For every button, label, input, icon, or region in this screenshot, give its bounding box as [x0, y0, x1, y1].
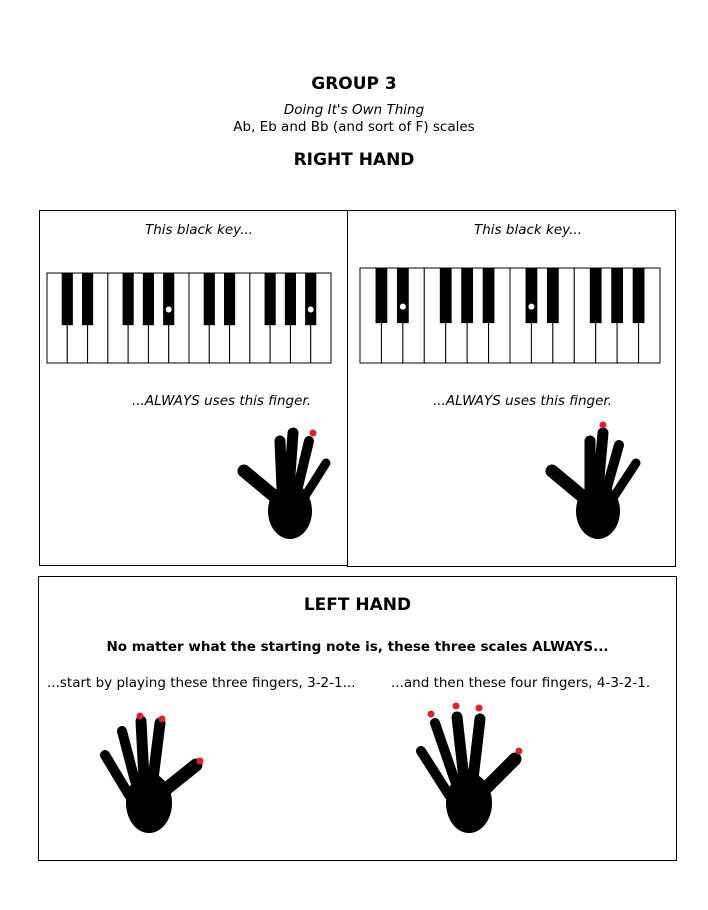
group-title: GROUP 3	[311, 74, 397, 94]
scales-list: Ab, Eb and Bb (and sort of F) scales	[233, 119, 475, 135]
hand-silhouette	[421, 717, 515, 833]
black-key	[224, 273, 235, 325]
piano-keyboard-2	[360, 268, 660, 363]
marked-finger-dot	[197, 758, 204, 765]
black-key-marker	[308, 307, 314, 313]
marked-finger-dot	[428, 711, 435, 718]
black-key	[440, 268, 452, 323]
right-hand-icon-1	[236, 429, 336, 549]
marked-finger-dot	[600, 422, 607, 429]
left-hand-caption-1: ...start by playing these three fingers, 3-2-1...	[47, 675, 356, 691]
black-key	[633, 268, 645, 323]
right-hand-heading: RIGHT HAND	[293, 150, 415, 170]
black-key	[204, 273, 215, 325]
marked-finger-dot	[159, 716, 166, 723]
left-hand-panel	[38, 576, 677, 861]
black-key-marker	[400, 304, 406, 310]
marked-finger-dot	[516, 748, 523, 755]
black-key	[397, 268, 409, 323]
marked-finger-dot	[453, 703, 460, 710]
black-key	[123, 273, 134, 325]
hand-silhouette	[105, 721, 196, 833]
black-key	[285, 273, 296, 325]
left-hand-icon-1	[99, 711, 209, 841]
black-key	[305, 273, 316, 325]
black-key	[526, 268, 538, 323]
black-key	[143, 273, 154, 325]
black-key	[461, 268, 473, 323]
left-hand-statement: No matter what the starting note is, these three scales ALWAYS...	[106, 639, 609, 655]
black-key	[483, 268, 495, 323]
marked-finger-dot	[137, 713, 144, 720]
left-hand-caption-2: ...and then these four fingers, 4-3-2-1.	[391, 675, 651, 691]
black-key-marker	[166, 307, 172, 313]
right-hand-panel-2	[347, 210, 676, 567]
right-hand-panel-1	[39, 210, 349, 566]
black-key	[82, 273, 93, 325]
finger-caption: ...ALWAYS uses this finger.	[433, 393, 613, 409]
black-key	[611, 268, 623, 323]
marked-finger-dot	[476, 705, 483, 712]
left-hand-icon-2	[411, 699, 531, 839]
hand-silhouette	[244, 433, 326, 539]
left-hand-heading: LEFT HAND	[303, 595, 412, 615]
black-key-caption: This black key...	[145, 222, 253, 238]
marked-finger-dot	[310, 430, 317, 437]
hand-silhouette	[552, 433, 636, 539]
group-subtitle: Doing It's Own Thing	[283, 102, 425, 118]
black-key	[547, 268, 559, 323]
black-key	[590, 268, 602, 323]
piano-keyboard-1	[47, 273, 331, 363]
black-key-caption: This black key...	[474, 222, 582, 238]
black-key-marker	[528, 304, 534, 310]
black-key	[62, 273, 73, 325]
black-key	[265, 273, 276, 325]
black-key	[163, 273, 174, 325]
finger-caption: ...ALWAYS uses this finger.	[132, 393, 312, 409]
right-hand-icon-2	[544, 423, 644, 547]
black-key	[376, 268, 388, 323]
